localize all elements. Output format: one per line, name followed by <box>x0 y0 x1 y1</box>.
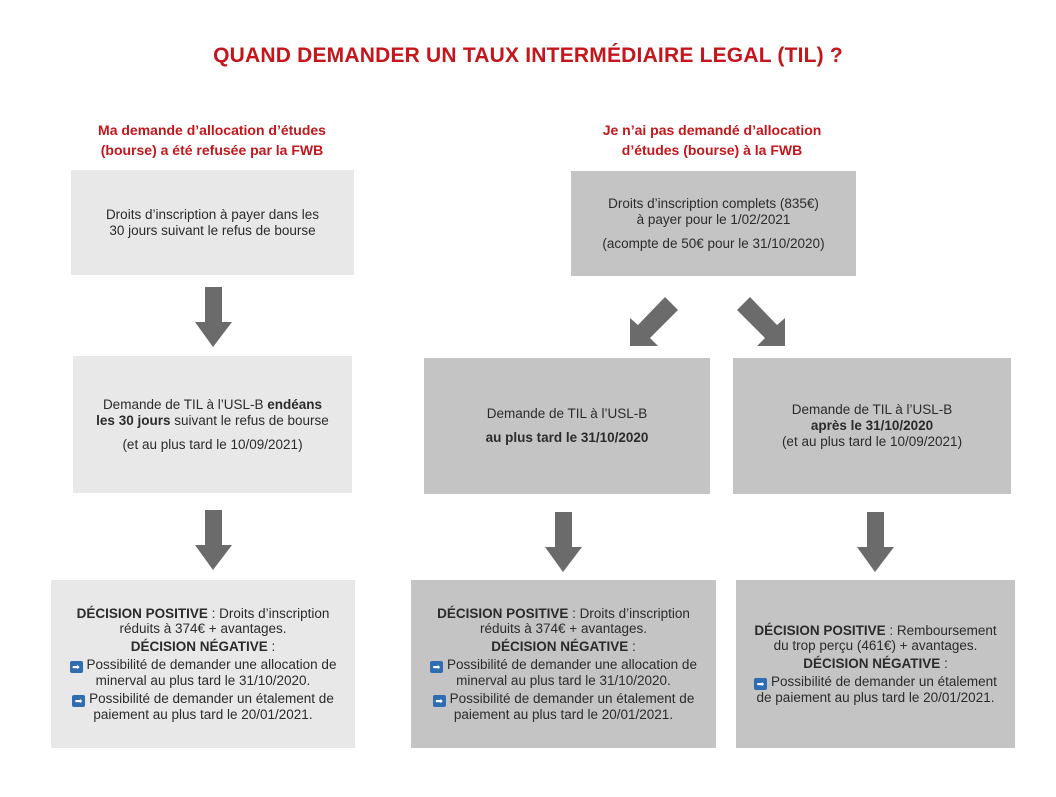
box-text: ➡ Possibilité de demander un étalement de <box>433 691 695 707</box>
left-heading-line: (bourse) a été refusée par la FWB <box>100 142 324 158</box>
arrow-down-icon <box>857 512 894 572</box>
box-text: DÉCISION NÉGATIVE : <box>130 639 276 654</box>
left-heading-line: Ma demande d’allocation d’études <box>98 122 326 138</box>
box-text: (et au plus tard le 10/09/2021) <box>781 434 963 449</box>
box-text: ➡ Possibilité de demander un étalement <box>754 674 997 690</box>
box-text: 30 jours suivant le refus de bourse <box>109 222 316 238</box>
box-text: du trop perçu (461€) + avantages. <box>773 638 978 653</box>
box-text: réduits à 374€ + avantages. <box>119 621 287 636</box>
box-text: ➡ Possibilité de demander une allocation de <box>430 657 697 673</box>
right-step1-box <box>571 171 856 276</box>
arrow-right-icon: ➡ <box>70 661 83 673</box>
left-decision-box <box>51 580 355 748</box>
box-text: après le 31/10/2020 <box>810 418 934 433</box>
box-text: ➡ Possibilité de demander une allocation de <box>70 657 337 673</box>
branch-a-box <box>424 358 710 494</box>
box-text: les 30 jours suivant le refus de bourse <box>96 412 329 428</box>
box-text: DÉCISION NÉGATIVE : <box>803 656 948 671</box>
box-text: Demande de TIL à l’USL-B endéans <box>102 396 323 412</box>
box-text: (et au plus tard le 10/09/2021) <box>122 436 303 452</box>
arrow-right-icon: ➡ <box>754 678 767 690</box>
box-text: à payer pour le 1/02/2021 <box>636 211 791 227</box>
arrow-down-right-icon <box>737 297 785 346</box>
arrow-down-icon <box>545 512 582 572</box>
box-text: de paiement au plus tard le 20/01/2021. <box>756 690 995 705</box>
arrow-down-left-icon <box>630 297 678 346</box>
left-step2-box <box>73 356 352 493</box>
right-heading-line: d’études (bourse) à la FWB <box>621 142 803 158</box>
box-text: Droits d’inscription à payer dans les <box>105 206 320 222</box>
box-text: (acompte de 50€ pour le 31/10/2020) <box>602 235 825 251</box>
arrow-down-icon <box>195 287 232 347</box>
box-text: minerval au plus tard le 31/10/2020. <box>95 673 311 688</box>
box-text: paiement au plus tard le 20/01/2021. <box>453 707 674 722</box>
box-text: au plus tard le 31/10/2020 <box>485 430 649 445</box>
right-heading <box>562 120 862 160</box>
right-heading-line: Je n’ai pas demandé d’allocation <box>602 122 822 138</box>
box-text: Droits d’inscription complets (835€) <box>608 195 819 211</box>
page-title: QUAND DEMANDER UN TAUX INTERMÉDIAIRE LEGAL (TIL) ? <box>213 44 843 67</box>
box-text: DÉCISION NÉGATIVE : <box>491 639 636 654</box>
arrow-right-icon: ➡ <box>72 695 85 707</box>
box-text: réduits à 374€ + avantages. <box>480 621 647 636</box>
arrow-right-icon: ➡ <box>433 695 446 707</box>
box-text: Demande de TIL à l’USL-B <box>486 406 648 421</box>
box-text: DÉCISION POSITIVE : Droits d’inscription <box>437 606 690 621</box>
box-text: DÉCISION POSITIVE : Droits d’inscription <box>76 606 330 621</box>
branch-b-box <box>733 358 1011 494</box>
arrow-down-icon <box>195 510 232 570</box>
box-text: paiement au plus tard le 20/01/2021. <box>93 707 313 722</box>
box-text: ➡ Possibilité de demander un étalement de <box>72 691 334 707</box>
arrow-right-icon: ➡ <box>430 661 443 673</box>
box-text: Demande de TIL à l’USL-B <box>791 402 953 417</box>
branch-b-decision-box <box>736 580 1015 748</box>
box-text: minerval au plus tard le 31/10/2020. <box>456 673 671 688</box>
branch-a-decision-box <box>411 580 716 748</box>
left-heading <box>62 120 362 160</box>
left-step1-box <box>71 170 354 275</box>
box-text: DÉCISION POSITIVE : Remboursement <box>754 623 997 638</box>
